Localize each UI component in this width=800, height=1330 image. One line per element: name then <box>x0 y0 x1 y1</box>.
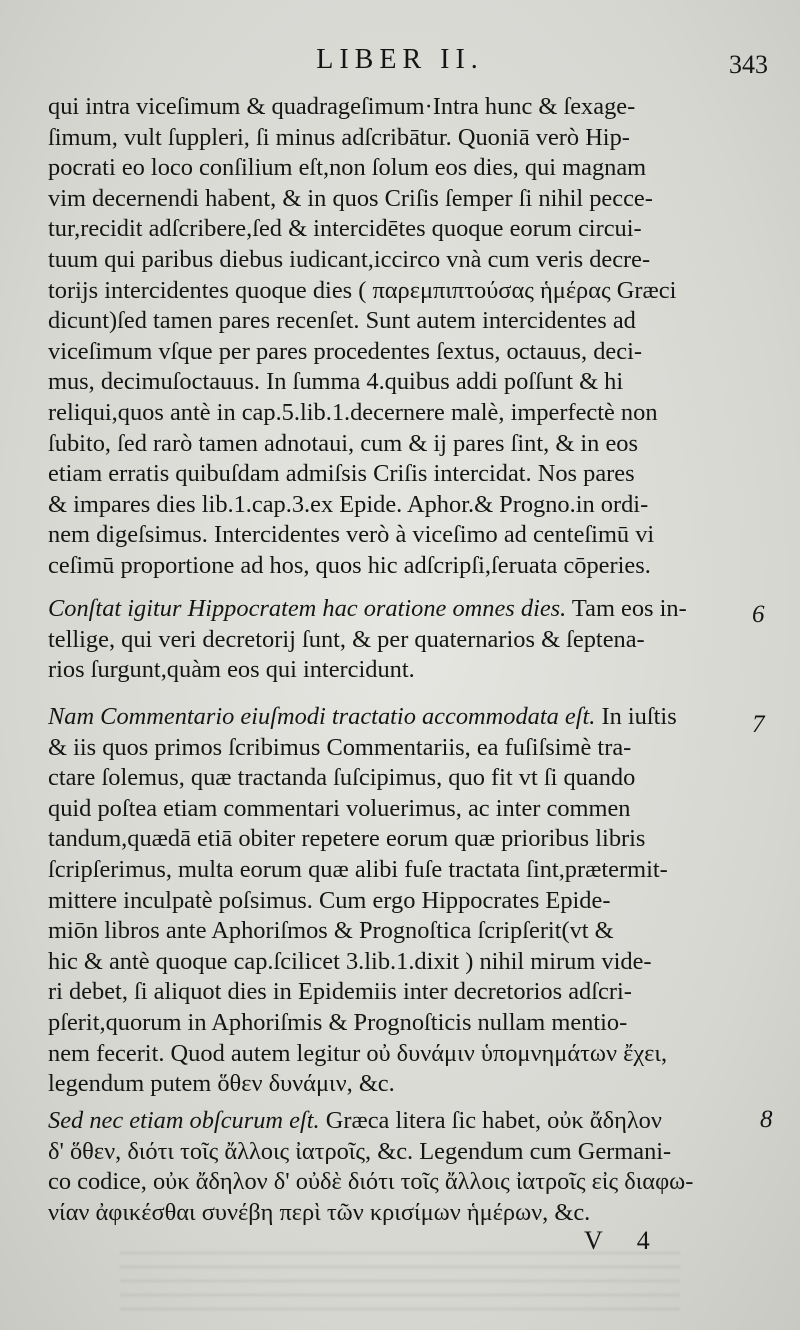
text-line <box>48 702 738 733</box>
text-line: ctare ſolemus, quæ tractanda ſuſcipimus, quo fit vt ſi quando <box>48 764 636 792</box>
text-line: etiam erratis quibuſdam admiſsis Criſis intercidat. Nos pares <box>48 460 635 488</box>
margin-number: 6 <box>752 601 765 628</box>
text-line: dicunt)ſed tamen pares recenſet. Sunt autem intercidentes ad <box>48 307 636 335</box>
text-line: pocrati eo loco conſilium eſt,non ſolum eos dies, qui magnam <box>48 154 647 182</box>
running-title: LIBER II. <box>316 44 484 75</box>
line-text: Tam eos in- <box>566 595 687 622</box>
text-line: & impares dies lib.1.cap.3.ex Epide. Aphor.& Progno.in ordi- <box>48 490 649 518</box>
text-line: ri debet, ſi aliquot dies in Epidemiis inter decretorios adſcri- <box>48 978 632 1006</box>
line-text: Græca litera ſic habet, οὐκ ἄδηλον <box>319 1107 662 1134</box>
line-text: In iuſtis <box>595 703 677 730</box>
lemma: Nam Commentario eiuſmodi tractatio accommodata eſt. <box>48 703 596 730</box>
paragraph-4 <box>48 1106 738 1228</box>
paragraph-3 <box>48 702 738 1100</box>
lemma: Conſtat igitur Hippocratem hac oratione omnes dies. <box>48 595 567 622</box>
text-line: reliqui,quos antè in cap.5.lib.1.decernere malè, imperfectè non <box>48 398 658 426</box>
text-line: mittere inculpatè poſsimus. Cum ergo Hippocrates Epide- <box>48 886 611 914</box>
text-line: hic & antè quoque cap.ſcilicet 3.lib.1.dixit ) nihil mirum vide- <box>48 947 652 975</box>
show-through-texture <box>120 1250 680 1310</box>
text-line <box>48 594 738 625</box>
text-line: vim decernendi habent, & in quos Criſis ſemper ſi nihil pecce- <box>48 184 653 212</box>
margin-number: 8 <box>760 1106 773 1133</box>
text-line: legendum putem ὅθεν δυνάμιν, &c. <box>48 1070 395 1098</box>
text-line: qui intra viceſimum & quadrageſimum·Intra hunc & ſexage- <box>48 93 636 120</box>
text-line: ſimum, vult ſuppleri, ſi minus adſcribātur. Quoniā verò Hip- <box>48 123 630 151</box>
paragraph-1 <box>48 92 738 582</box>
text-line <box>48 1106 738 1137</box>
text-line: miōn libros ante Aphoriſmos & Prognoſtica ſcripſerit(vt & <box>48 917 614 945</box>
text-line: rios ſurgunt,quàm eos qui intercidunt. <box>48 656 415 684</box>
text-line: δ' ὅθεν, διότι τοῖς ἄλλοις ἰατροῖς, &c. Legendum cum Germani- <box>48 1137 672 1165</box>
text-line: tuum qui paribus diebus iudicant,iccirco vnà cum veris decre- <box>48 245 651 273</box>
page-number: 343 <box>729 50 768 79</box>
text-line: & iis quos primos ſcribimus Commentariis, ea fuſiſsimè tra- <box>48 733 632 761</box>
text-line: torijs intercidentes quoque dies ( παρεμπιπτούσας ἡμέρας Græci <box>48 276 677 304</box>
running-header <box>0 44 800 84</box>
text-line: ſubito, ſed rarò tamen adnotaui, cum & ij pares ſint, & in eos <box>48 429 638 457</box>
text-line: tur,recidit adſcribere,ſed & intercidētes quoque eorum circui- <box>48 215 642 243</box>
text-line: ceſimū proportione ad hos, quos hic adſcripſi,ſeruata cōperies. <box>48 551 651 579</box>
text-line: viceſimum vſque per pares procedentes ſextus, octauus, deci- <box>48 337 642 365</box>
text-line: quid poſtea etiam commentari voluerimus, ac inter commen <box>48 794 631 822</box>
text-line: ſcripſerimus, multa eorum quæ alibi fuſe tractata ſint,prætermit- <box>48 855 668 883</box>
paragraph-2 <box>48 594 738 686</box>
lemma: Sed nec etiam obſcurum eſt. <box>48 1107 320 1134</box>
text-line: nem fecerit. Quod autem legitur οὐ δυνάμιν ὑπομνημάτων ἔχει, <box>48 1039 668 1067</box>
text-line: mus, decimuſoctauus. In ſumma 4.quibus addi poſſunt & hi <box>48 368 624 396</box>
text-line: tandum,quædā etiā obiter repetere eorum quæ prioribus libris <box>48 825 646 853</box>
text-line: nem digeſsimus. Intercidentes verò à viceſimo ad centeſimū vi <box>48 521 655 549</box>
text-line: co codice, οὐκ ἄδηλον δ' οὐδὲ διότι τοῖς ἄλλοις ἰατροῖς εἰς διαφω- <box>48 1168 694 1196</box>
signature-mark: V 4 <box>584 1226 664 1255</box>
text-line: νίαν ἀφικέσθαι συνέβη περὶ τῶν κρισίμων ἡμέρων, &c. <box>48 1198 591 1226</box>
margin-number: 7 <box>752 711 765 738</box>
text-line: tellige, qui veri decretorij ſunt, & per quaternarios & ſeptena- <box>48 625 645 653</box>
text-line: pſerit,quorum in Aphoriſmis & Prognoſticis nullam mentio- <box>48 1008 628 1036</box>
